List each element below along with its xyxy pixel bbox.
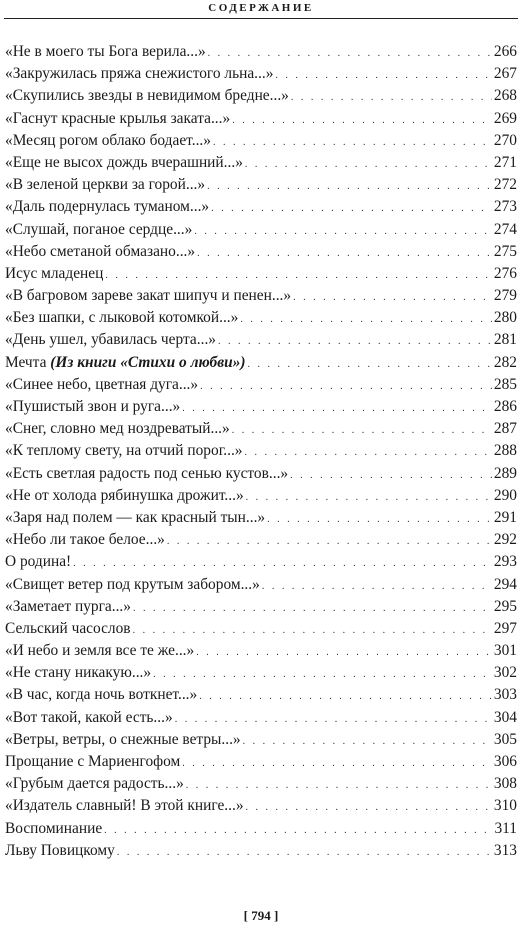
toc-entry-title-text: «Не от холода рябинушка дрожит...» [5,486,244,504]
toc-entry-page: 268 [493,87,517,105]
toc-entry-page: 295 [493,597,517,615]
toc-entry-title [5,440,243,462]
toc-entry [5,219,517,241]
toc-entry-title [5,729,241,751]
toc-entry-title [5,618,131,640]
toc-entry-title-text: «Вот такой, какой есть...» [5,708,173,726]
dot-leader [199,686,492,708]
toc-entry-page: 288 [493,442,517,460]
toc-entry [5,352,517,374]
toc-entry-title-text: «Издатель славный! В этой книге...» [5,797,244,815]
dot-leader [247,354,491,376]
toc-entry [5,463,517,485]
toc-entry [5,108,517,130]
toc-entry [5,196,517,218]
toc-entry [5,507,517,529]
toc-entry-page: 275 [493,242,517,260]
toc-entry-title [5,529,165,551]
toc-entry-title [5,574,260,596]
toc-entry-title [5,596,131,618]
toc-entry-title-text: «Пушистый звон и руга...» [5,398,181,415]
toc-entry-title-text: Исус младенец [5,264,104,282]
dot-leader [133,620,492,642]
toc-entry-title-text: «Без шапки, с лыковой котомкой...» [5,309,239,327]
toc-entry-title-text: «Не в моего ты Бога верила...» [5,43,206,60]
toc-entry [5,130,517,152]
toc-entry-title-text: «Снег, словно мед ноздреватый...» [5,420,230,438]
toc-entry-title [5,707,173,729]
toc-entry-title-text: «День ушел, убавилась черта...» [5,331,216,349]
toc-entry-page: 280 [493,309,517,327]
toc-entry-title-text: Воспоминание [5,819,103,837]
toc-entry [5,729,517,751]
toc-entry-title [5,263,103,285]
table-of-contents [5,41,517,862]
toc-entry-page: 313 [493,841,517,859]
toc-entry-title-text: «В час, когда ночь воткнет...» [5,686,198,704]
dot-leader [232,420,492,442]
toc-entry-title-text: «И небо и земля все те же...» [5,642,195,660]
toc-entry-page: 305 [493,730,517,748]
dot-leader [291,87,492,109]
dot-leader [290,465,492,487]
toc-entry-title [5,219,192,241]
toc-entry-page: 291 [493,508,517,526]
toc-entry [5,374,517,396]
toc-entry-title-text: «В зеленой церкви за горой...» [5,176,206,194]
toc-entry-page: 304 [493,708,517,726]
toc-entry-title [5,418,230,440]
toc-entry-page: 285 [493,375,517,393]
dot-leader [133,598,492,620]
toc-entry-title-text: «К теплому свету, на отчий порог...» [5,442,243,460]
toc-entry [5,618,517,640]
toc-entry-title [5,684,197,706]
toc-entry-page: 301 [493,642,517,660]
dot-leader [167,531,492,553]
dot-leader [245,442,492,464]
toc-entry-page: 270 [493,131,517,149]
toc-entry-title-text: Льву Повицкому [5,841,115,859]
dot-leader [194,221,492,243]
toc-entry-title-text: «Скупились звезды в невидимом бредне...» [5,87,289,105]
toc-entry [5,263,517,285]
dot-leader [186,775,492,797]
dot-leader [213,132,492,154]
toc-entry-title [5,840,115,862]
toc-entry-title [5,108,230,130]
toc-entry-title [5,174,205,196]
toc-entry-page: 267 [493,65,517,83]
toc-entry-title-text: «Не стану никакую...» [5,664,152,682]
toc-entry-title [5,329,216,351]
toc-entry-page: 293 [493,553,517,571]
toc-entry-title-text: «Заря над полем — как красный тын...» [5,508,266,526]
toc-entry-title-text: «Месяц рогом облако бодает...» [5,131,211,149]
toc-entry-title-text: Мечта [5,353,47,371]
toc-entry-page: 292 [493,531,517,549]
toc-entry-title-text: «Небо сметаной обмазано...» [5,242,196,260]
dot-leader [240,309,492,331]
toc-entry [5,707,517,729]
toc-entry [5,440,517,462]
toc-entry-page: 297 [493,619,517,637]
toc-entry-page: 303 [493,686,517,704]
toc-entry-title [5,818,102,840]
toc-entry-page: 286 [493,398,517,415]
toc-entry [5,684,517,706]
toc-entry-title [5,463,288,485]
toc-entry-page: 271 [493,153,517,171]
toc-entry-title [5,307,238,329]
toc-entry-title [5,41,206,63]
toc-entry-title-text: «В багровом зареве закат шипуч и пенен...» [5,287,292,305]
dot-leader [175,709,492,731]
toc-entry-title [5,196,209,218]
toc-entry-title-text: Прощание с Мариенгофом [5,753,181,770]
dot-leader [267,509,492,531]
toc-entry [5,485,517,507]
toc-entry-page: 282 [493,353,517,371]
dot-leader [262,576,492,598]
dot-leader [293,287,492,309]
toc-entry-page: 266 [493,43,517,60]
toc-entry-title-text: «Даль подернулась туманом...» [5,198,210,216]
toc-entry-title [5,507,265,529]
toc-entry [5,751,517,773]
toc-entry [5,152,517,174]
toc-entry-page: 308 [493,775,517,793]
toc-entry-page: 279 [493,287,517,305]
toc-entry [5,773,517,795]
toc-entry [5,241,517,263]
toc-entry-page: 287 [493,420,517,438]
toc-entry-title-text: «Закружилась пряжа снежистого льна...» [5,65,274,83]
toc-entry-title-text: «Свищет ветер под крутым забором...» [5,575,260,593]
toc-entry [5,574,517,596]
toc-entry [5,795,517,817]
toc-entry [5,63,517,85]
toc-entry-title [5,130,211,152]
header-rule [4,18,518,19]
toc-entry-page: 306 [493,753,517,770]
toc-entry-title [5,285,291,307]
toc-entry-note: (Из книги «Стихи о любви») [50,353,246,371]
dot-leader [104,820,492,842]
toc-entry-title [5,773,184,795]
dot-leader [218,331,492,353]
toc-entry [5,818,517,840]
toc-entry-title [5,374,198,396]
toc-entry-page: 276 [493,264,517,282]
toc-entry-title [5,551,71,573]
dot-leader [117,842,492,864]
toc-entry-page: 281 [493,331,517,349]
dot-leader [153,664,492,686]
dot-leader [207,176,492,198]
toc-entry-title [5,396,180,418]
toc-entry-title-text: «Ветры, ветры, о снежные ветры...» [5,730,241,748]
toc-entry-page: 272 [493,176,517,194]
toc-entry-page: 311 [494,819,517,837]
toc-entry-title-text: Сельский часослов [5,619,131,637]
toc-entry-title [5,751,180,773]
toc-entry [5,551,517,573]
toc-entry [5,529,517,551]
toc-entry [5,640,517,662]
toc-entry-page: 310 [493,797,517,815]
toc-entry-title-text: «Есть светлая радость под сенью кустов...» [5,464,289,482]
toc-entry-page: 294 [493,575,517,593]
toc-entry-page: 290 [493,486,517,504]
page-number: [ 794 ] [243,908,279,923]
toc-entry-title-text: «Синее небо, цветная дуга...» [5,375,199,393]
dot-leader [232,110,492,132]
toc-entry-title-text: «Грубым дается радость...» [5,775,184,793]
toc-entry [5,418,517,440]
toc-entry-title [5,152,243,174]
toc-entry-title [5,241,195,263]
toc-entry-title [5,352,245,374]
toc-entry-title-text: «Слушай, поганое сердце...» [5,220,193,238]
toc-entry-title [5,662,151,684]
dot-leader [182,753,492,775]
dot-leader [246,487,492,509]
toc-entry-title-text: «Еще не высох дождь вчерашний...» [5,153,243,171]
dot-leader [246,797,492,819]
dot-leader [196,642,492,664]
toc-entry [5,85,517,107]
dot-leader [208,43,492,65]
toc-entry [5,329,517,351]
toc-entry-title-text: «Заметает пурга...» [5,597,131,615]
dot-leader [105,265,492,287]
dot-leader [200,376,492,398]
toc-entry [5,662,517,684]
toc-entry [5,396,517,418]
dot-leader [197,243,492,265]
dot-leader [73,553,492,575]
toc-entry-title-text: «Гаснут красные крылья заката...» [5,109,231,127]
toc-entry-page: 273 [493,198,517,216]
dot-leader [243,731,492,753]
running-header: СОДЕРЖАНИЕ [208,2,314,14]
toc-entry [5,840,517,862]
toc-entry-page: 274 [493,220,517,238]
dot-leader [275,65,492,87]
toc-entry [5,285,517,307]
toc-entry-title [5,640,194,662]
toc-entry-title-text: «Небо ли такое белое...» [5,531,165,549]
toc-entry-page: 302 [493,664,517,682]
toc-entry-title [5,485,244,507]
toc-entry [5,307,517,329]
toc-entry [5,174,517,196]
toc-entry [5,596,517,618]
toc-entry-title [5,795,244,817]
toc-entry-page: 269 [493,109,517,127]
toc-entry-title-text: О родина! [5,553,72,571]
toc-entry-title [5,63,273,85]
toc-entry-title [5,85,289,107]
toc-entry-page: 289 [493,464,517,482]
dot-leader [182,398,492,420]
dot-leader [211,198,492,220]
dot-leader [245,154,492,176]
toc-entry [5,41,517,63]
